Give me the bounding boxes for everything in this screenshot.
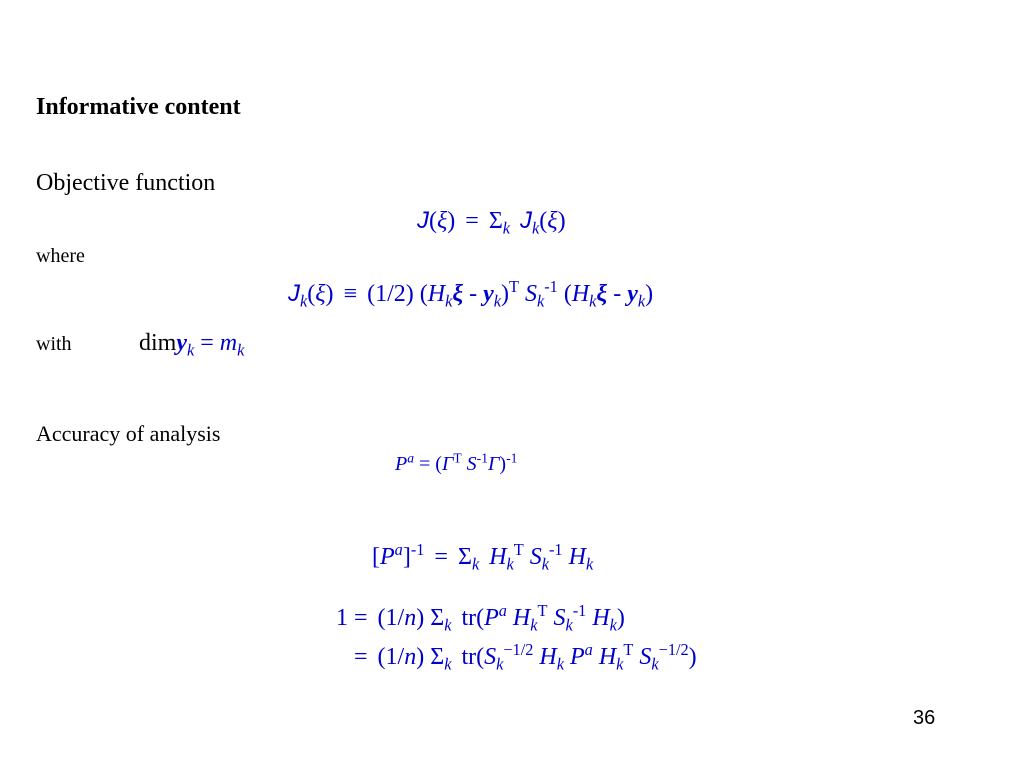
- with-label: with: [36, 333, 72, 355]
- slide-title: Informative content: [36, 94, 241, 120]
- dimension-equation: dimy$_k$ = $m_k$: [139, 330, 245, 360]
- trace-identity-line-2: = (1/n) $\Sigma_k$ $tr(S_k^{-1/2}$ $H_k$ $P^a$ $H_k^T$ $S_k^{-1/2}$): [354, 640, 697, 674]
- objective-function-label: Objective function: [36, 170, 216, 196]
- objective-equation: $J(\xi) = \Sigma_k$ $J_k(\xi)$: [417, 207, 566, 238]
- analysis-covariance-equation: $P^a = (\Gamma^T$ $S^{-1}\Gamma)^{-1}$: [395, 450, 518, 475]
- jk-definition-equation: $J_k(\xi) \equiv (1/2)$ $(H_k\xi - y_k)^T$ $S_k^{-1}$ $(H_k\xi - y_k)$: [288, 277, 654, 311]
- trace-identity-line-1: 1 = (1/n) $\Sigma_k$ $tr(P^a$ $H_k^T$ $S_k^{-1}$ $H_k$): [336, 601, 625, 635]
- inverse-covariance-equation: $[P^a]^{-1} = \Sigma_k$ $H_k^T$ $S_k^{-1}$ $H_k$: [372, 540, 594, 574]
- page-number: 36: [913, 707, 936, 729]
- where-label: where: [36, 245, 85, 267]
- accuracy-of-analysis-label: Accuracy of analysis: [36, 421, 221, 446]
